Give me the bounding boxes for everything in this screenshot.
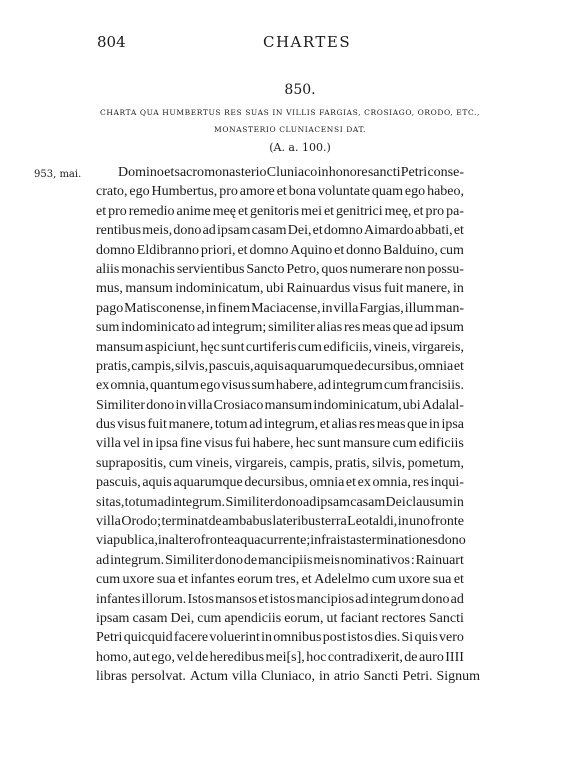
body-line: villa vel in ipsa fine visus fui habere, hec sunt mansure cum edificiis (96, 436, 464, 452)
body-line: sitas, totum ad integrum. Similiter dono ad ipsam casam Dei clausum in (96, 494, 464, 510)
charter-date: (A. a. 100.) (269, 141, 331, 154)
body-line: domno Eldibranno priori, et domno Aquino et donno Balduino, cum (96, 242, 464, 258)
body-line: mus, mansum indominicatum, ubi Rainuardus visus fuit manere, in (96, 281, 464, 297)
body-line: libras persolvat. Actum villa Cluniaco, in atrio Sancti Petri. Signum (96, 669, 481, 685)
body-line: Domino et sacro monasterio Cluniaco in honore sancti Petri conse- (118, 165, 464, 180)
body-line: ex omnia, quantum ego visus sum habere, ad integrum cum francisiis. (96, 378, 464, 394)
charter-body (96, 163, 481, 687)
page-number: 804 (97, 33, 126, 51)
body-line: cum uxore sua et infantes eorum tres, et Adelelmo cum uxore sua et (96, 572, 464, 588)
charter-number: 850. (284, 82, 316, 98)
body-line: Similiter dono in villa Crosiaco mansum indominicatum, ubi Adalal- (96, 397, 464, 413)
body-line: homo, aut ego, vel de heredibus mei[s], hoc contradixerit, de auro IIII (96, 649, 464, 665)
body-line: Petri quicquid facere voluerint in omnibus post istos dies. Si quis vero (96, 630, 464, 646)
margin-date: 953, mai. (34, 169, 82, 180)
page-header (0, 33, 565, 53)
body-line: villa Orodo; terminat de ambabus lateribus terra Leotaldi, in uno fronte (96, 514, 464, 530)
body-line: dus visus fuit manere, totum ad integrum, et alias res meas que in ipsa (96, 417, 464, 433)
body-line: ad integrum. Similiter dono de mancipiis meis nominativos : Rainuart (96, 552, 464, 568)
body-line: via publica, in altero fronte aqua currente; infra istas terminationes dono (96, 533, 466, 549)
running-title: CHARTES (263, 33, 352, 51)
body-line: crato, ego Humbertus, pro amore et bona voluntate quam ego habeo, (96, 184, 464, 200)
body-line: et pro remedio anime meę et genitoris mei et genitrici meę, et pro pa- (96, 203, 464, 219)
body-line: infantes illorum. Istos mansos et istos mancipios ad integrum dono ad (96, 591, 464, 607)
body-line: aliis monachis servientibus Sancto Petro, quos numerare non possu- (96, 261, 464, 277)
body-line: pratis, campis, silvis, pascuis, aquis aquarumque decursibus, omnia et (96, 358, 464, 374)
body-line: pago Matisconense, in finem Maciacense, in villa Fargias, illum man- (96, 300, 464, 316)
body-line: suprapositis, cum vineis, virgareis, campis, pratis, silvis, pometum, (96, 455, 464, 471)
charter-title-line-2: MONASTERIO CLUNIACENSI DAT. (214, 125, 366, 134)
charter-title-line-1: CHARTA QUA HUMBERTUS RES SUAS IN VILLIS FARGIAS, CROSIAGO, ORODO, ETC., (100, 108, 480, 117)
body-line: ipsam casam Dei, cum apendiciis eorum, ut faciant rectores Sancti (96, 610, 464, 626)
charter-title (95, 104, 485, 138)
body-line: sum indominicato ad integrum; similiter alias res meas que ad ipsum (96, 320, 464, 336)
body-line: rentibus meis, dono ad ipsam casam Dei, et domno Aimardo abbati, et (96, 223, 464, 239)
body-line: mansum aspiciunt, hęc sunt curtiferis cum edificiis, vineis, virgareis, (96, 339, 464, 355)
body-line: pascuis, aquis aquarumque decursibus, omnia et ex omnia, res inqui- (96, 475, 464, 491)
